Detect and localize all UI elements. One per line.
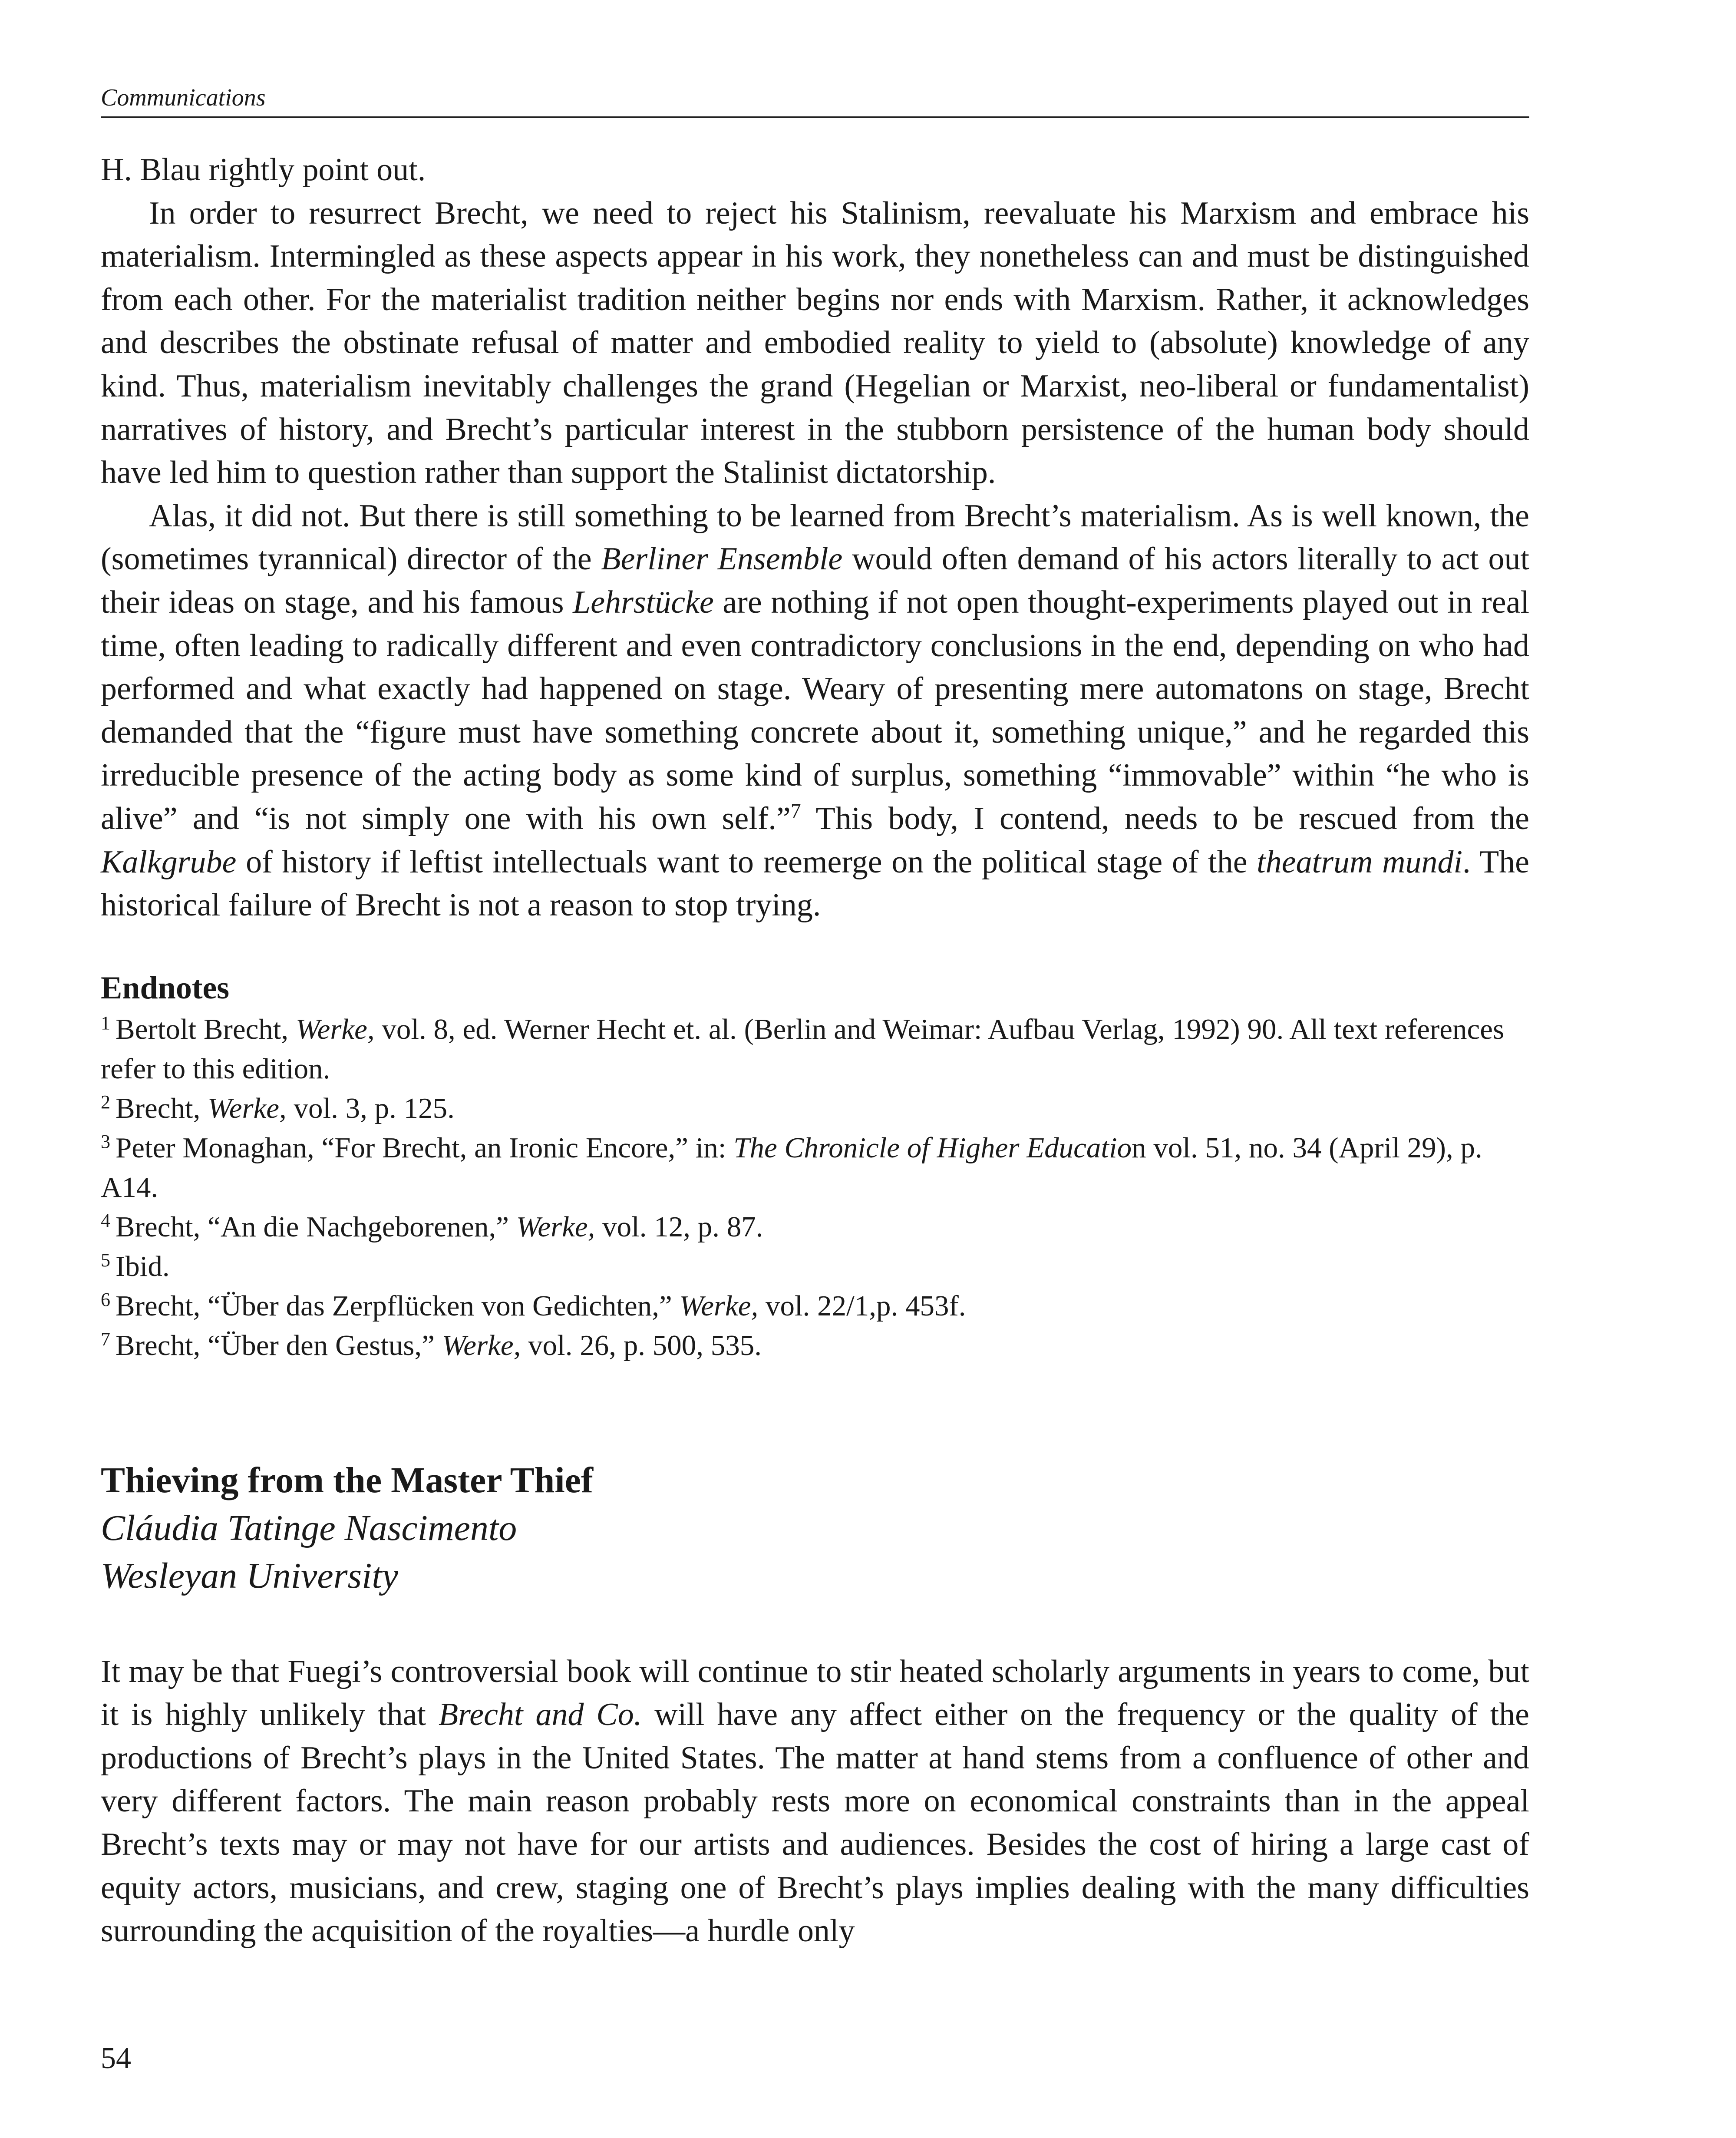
- endnote-number: 5: [101, 1249, 110, 1271]
- running-header: Communications: [101, 84, 266, 111]
- emphasis-chronicle: The Chronicle of Higher Educatio: [733, 1131, 1132, 1164]
- emphasis-kalkgrube: Kalkgrube: [101, 844, 237, 880]
- article-author: Cláudia Tatinge Nascimento: [101, 1507, 517, 1548]
- endnote-1: [101, 1010, 1529, 1089]
- endnote-number: 3: [101, 1130, 110, 1152]
- text-run: vol. 22/1,p. 453f.: [758, 1289, 966, 1322]
- text-run: vol. 26, p. 500, 535.: [521, 1329, 762, 1361]
- text-run: Ibid.: [116, 1250, 170, 1282]
- text-run: would often demand of his actors literally to act out their ideas on stage, and his famous: [101, 541, 1530, 620]
- header-rule: [101, 116, 1529, 118]
- text-run: Bertolt Brecht,: [116, 1013, 296, 1045]
- emphasis-werke: Werke,: [208, 1092, 287, 1124]
- emphasis-werke: Werke,: [295, 1013, 375, 1045]
- paragraph-materialism: [101, 495, 1529, 927]
- text-run: are nothing if not open thought-experiments played out in real time, often leading to radically different and even contradictory conclusions in the end, depending on who had performed and what exactly had happened on stage. Weary of presenting mere automatons on stage, Brecht demanded that the “figure must have something concrete about it, something unique,” and he regarded this irreducible presence of the acting body as some kind of surplus, something “immovable” within “he who is alive” and “is not simply one with his own self.”: [101, 584, 1530, 836]
- text-run: Brecht, “An die Nachgeborenen,”: [116, 1210, 516, 1243]
- text-run: will have any affect either on the frequency or the quality of the productions of Brecht’s plays in the United States. The matter at hand stems from a confluence of other and very different factors. The main reason probably rests more on economical constraints than in the appeal Brecht’s texts may or may not have for our artists and audiences. Besides the cost of hiring a large cast of equity actors, musicians, and crew, staging one of Brecht’s plays implies dealing with the many difficulties surrounding the acquisition of the royalties—a hurdle only: [101, 1697, 1529, 1949]
- emphasis-theatrum-mundi: theatrum mundi: [1257, 844, 1463, 880]
- emphasis-brecht-and-co: Brecht and Co.: [438, 1697, 642, 1733]
- text-run: This body, I contend, needs to be rescued from the: [801, 800, 1529, 836]
- text-run: n vol. 51, no. 34 (April 29), p. A14.: [101, 1131, 1482, 1203]
- endnote-number: 2: [101, 1091, 110, 1113]
- article-title: Thieving from the Master Thief: [101, 1460, 593, 1500]
- text-run: of history if leftist intellectuals want to reemerge on the political stage of the: [236, 844, 1257, 880]
- emphasis-lehrstucke: Lehrstücke: [573, 584, 714, 620]
- endnote-2: [101, 1089, 1529, 1128]
- endnote-number: 1: [101, 1012, 110, 1034]
- emphasis-berliner-ensemble: Berliner Ensemble: [601, 541, 843, 577]
- paragraph-continuation: H. Blau rightly point out.: [101, 152, 426, 188]
- endnote-3: [101, 1128, 1529, 1207]
- paragraph-resurrect-brecht: In order to resurrect Brecht, we need to reject his Stalinism, reevaluate his Marxism and embrace his materialism. Intermingled as these aspects appear in his work, they nonetheless can and must be distinguished from each other. For the materialist tradition neither begins nor ends with Marxism. Rather, it acknowledges and describes the obstinate refusal of matter and embodied reality to yield to (absolute) knowledge of any kind. Thus, materialism inevitably challenges the grand (Hegelian or Marxist, neo-liberal or fundamentalist) narratives of history, and Brecht’s particular interest in the stubborn persistence of the human body should have led him to question rather than support the Stalinist dictatorship.: [101, 195, 1529, 491]
- emphasis-werke: Werke,: [516, 1210, 595, 1243]
- text-run: Brecht, “Über das Zerpflücken von Gedichten,”: [116, 1289, 680, 1322]
- endnote-number: 4: [101, 1209, 110, 1231]
- endnotes-heading: Endnotes: [101, 970, 230, 1006]
- endnote-number: 6: [101, 1289, 110, 1310]
- text-run: vol. 3, p. 125.: [286, 1092, 455, 1124]
- paragraph-article-opening: [101, 1650, 1529, 1953]
- text-run: It may be that Fuegi’s controversial book will continue to stir heated scholarly arguments in years to come, but it is highly unlikely that: [101, 1653, 1529, 1733]
- endnote-5: [101, 1247, 1529, 1286]
- text-run: Brecht, “Über den Gestus,”: [116, 1329, 442, 1361]
- emphasis-werke: Werke,: [442, 1329, 521, 1361]
- endnote-number: 7: [101, 1328, 110, 1350]
- text-run: Alas, it did not. But there is still something to be learned from Brecht’s materialism. As is well known, the (sometimes tyrannical) director of the: [101, 498, 1529, 577]
- page-body: [101, 149, 1529, 1953]
- text-run: vol. 8, ed. Werner Hecht et. al. (Berlin and Weimar: Aufbau Verlag, 1992) 90. All text references refer to this edition.: [101, 1013, 1505, 1085]
- text-run: . The historical failure of Brecht is not a reason to stop trying.: [101, 844, 1529, 923]
- page-number: 54: [101, 2042, 131, 2075]
- article-affiliation: Wesleyan University: [101, 1555, 399, 1596]
- endnote-6: [101, 1286, 1529, 1326]
- text-run: vol. 12, p. 87.: [595, 1210, 763, 1243]
- endnote-7: [101, 1326, 1529, 1365]
- emphasis-werke: Werke,: [679, 1289, 759, 1322]
- section-spacer: [101, 1600, 1529, 1650]
- text-run: Peter Monaghan, “For Brecht, an Ironic Encore,” in:: [116, 1131, 734, 1164]
- endnote-4: [101, 1207, 1529, 1247]
- text-run: Brecht,: [116, 1092, 208, 1124]
- endnote-reference: 7: [790, 799, 801, 823]
